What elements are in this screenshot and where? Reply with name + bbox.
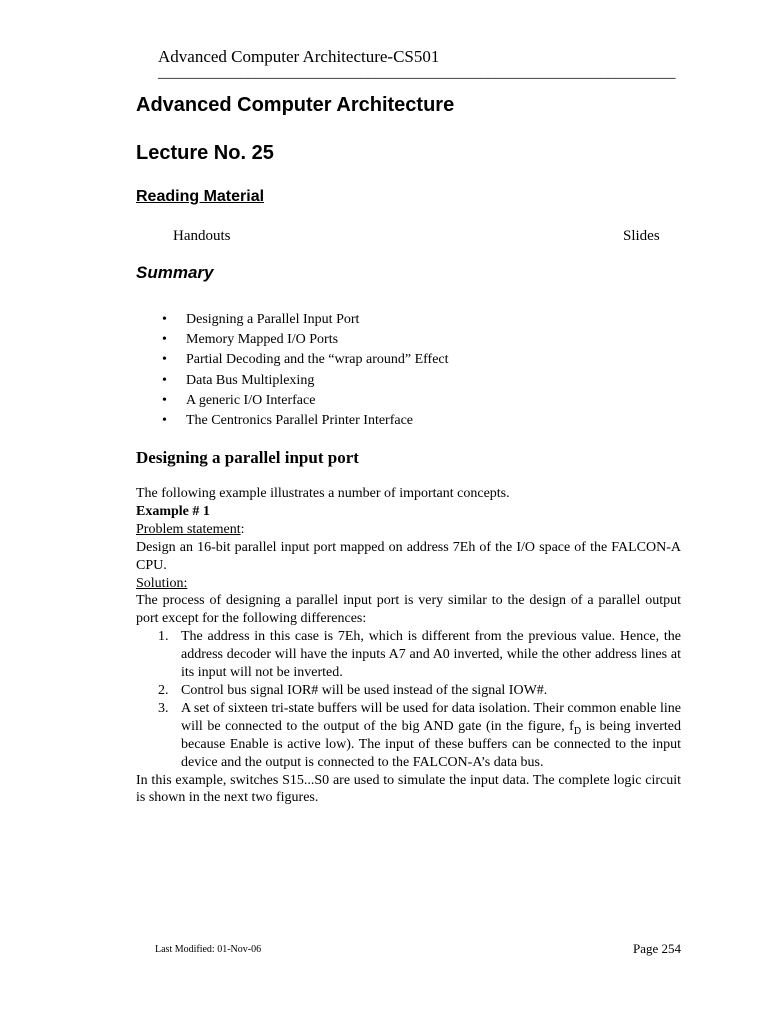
problem-statement-text: Design an 16-bit parallel input port mapped on address 7Eh of the I/O space of the FALCON-A CPU.	[136, 539, 681, 573]
list-item	[162, 391, 449, 411]
list-item-text: Control bus signal IOR# will be used instead of the signal IOW#.	[181, 682, 548, 698]
summary-item-text: A generic I/O Interface	[186, 392, 316, 408]
bullet-icon: •	[162, 312, 167, 327]
header-rule: _____________________________________________________________________	[158, 65, 676, 81]
list-item-text: The address in this case is 7Eh, which is different from the previous value. Hence, the address decoder will have the inputs A7 and A0 inverted, while the other address lines at its input will not be inverted.	[181, 629, 681, 681]
summary-item-text: The Centronics Parallel Printer Interface	[186, 413, 414, 429]
list-number: 3.	[158, 700, 169, 716]
running-header: Advanced Computer Architecture-CS501	[158, 47, 440, 66]
intro-paragraph: The following example illustrates a number of important concepts.	[136, 486, 510, 501]
summary-item-text: Data Bus Multiplexing	[186, 372, 315, 388]
problem-label-colon: :	[240, 521, 245, 537]
problem-label-text: Problem statement	[136, 521, 241, 537]
section-heading: Designing a parallel input port	[136, 448, 359, 467]
list-item	[162, 330, 449, 350]
differences-list	[136, 628, 681, 771]
list-number: 1.	[158, 629, 169, 645]
last-modified: Last Modified: 01-Nov-06	[155, 944, 262, 955]
example-label: Example # 1	[136, 503, 210, 519]
list-item	[136, 628, 681, 682]
problem-statement-label	[136, 521, 681, 539]
bullet-icon: •	[162, 332, 167, 348]
bullet-icon: •	[162, 372, 167, 388]
section-body	[136, 485, 681, 807]
summary-item-text: Memory Mapped I/O Ports	[186, 332, 339, 348]
list-item-text-before: A set of sixteen tri-state buffers will be used for data isolation. Their common enable line will be connected to the output of the big AND gate (in the figure, f	[181, 700, 681, 734]
summary-list	[162, 310, 449, 431]
bullet-icon: •	[162, 392, 167, 408]
handouts-label: Handouts	[173, 228, 231, 244]
list-item	[162, 411, 449, 431]
list-item	[162, 350, 449, 370]
page-number: Page 254	[633, 941, 682, 956]
list-item	[162, 371, 449, 391]
subscript-d: D	[573, 725, 582, 737]
summary-heading: Summary	[136, 263, 214, 282]
solution-paragraph: The process of designing a parallel input port is very similar to the design of a parallel output port except for the following differences:	[136, 593, 681, 627]
bullet-icon: •	[162, 413, 167, 429]
reading-material-heading: Reading Material	[136, 188, 265, 205]
summary-item-text: Partial Decoding and the “wrap around” Effect	[186, 352, 449, 368]
bullet-icon: •	[162, 352, 167, 368]
slides-label: Slides	[623, 228, 660, 244]
list-item	[162, 310, 449, 330]
list-item	[136, 682, 681, 700]
lecture-number: Lecture No. 25	[136, 142, 274, 164]
list-number: 2.	[158, 682, 169, 698]
list-item-text-after: is being inverted because Enable is active low). The input of these buffers can be connected to the input device and the output is connected to the FALCON-A’s data bus.	[181, 718, 681, 770]
closing-paragraph: In this example, switches S15...S0 are used to simulate the input data. The complete logic circuit is shown in the next two figures.	[136, 772, 681, 806]
list-item	[136, 700, 681, 772]
solution-label: Solution:	[136, 575, 188, 591]
summary-item-text: Designing a Parallel Input Port	[186, 312, 360, 327]
document-title: Advanced Computer Architecture	[136, 94, 455, 116]
